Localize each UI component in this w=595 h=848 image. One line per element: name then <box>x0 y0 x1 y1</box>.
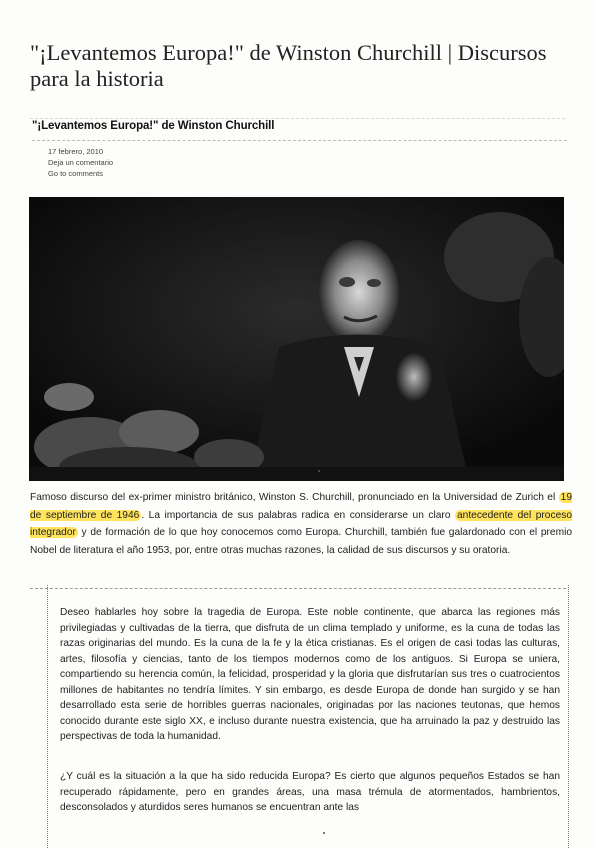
speech-paragraph-1: Deseo hablarles hoy sobre la tragedia de Europa. Este noble continente, que abarca las regiones más privilegiadas y cultivadas de la tierra, que disfruta de un clima templado y uniforme, es la cuna de todas las razas originarias del mundo. Es la cuna de la fe y la ética cristianas. Es el origen de casi todas las culturas, artes, filosofía y ciencias, tanto de los tiempos modernos como de los antiguos. Si Europa se uniera, compartiendo su herencia común, la felicidad, prosperidad y la gloria que disfrutarían sus tres o cuatrocientos millones de habitantes no tendría límites. Y sin embargo, es desde Europa de donde han surgido y se han desarrollado esta serie de horribles guerras nacionales, originadas por las naciones teutonas, que hemos conocido durante este siglo XX, e incluso durante nuestra existencia, que ha arruinado la paz y destruido las perspectivas de toda la humanidad. <box>60 607 560 742</box>
caption-text-1: Famoso discurso del ex-primer ministro británico, Winston S. Churchill, pronunciado en la Universidad de Zurich el <box>30 492 559 503</box>
speech-paragraph-2: ¿Y cuál es la situación a la que ha sido reducida Europa? Es cierto que algunos pequeños Estados se han recuperado rápidamente, pero en grandes áreas, una masa trémula de atormentados, hambrientos, desconsolados y aturdidos seres humanos se encuentran ante las <box>60 771 560 813</box>
post-date: 17 febrero, 2010 <box>48 147 104 156</box>
churchill-photo <box>29 197 564 481</box>
leave-comment-link[interactable]: Deja un comentario <box>48 158 114 167</box>
caption-text-2: . La importancia de sus palabras radica en considerarse un claro <box>141 509 456 521</box>
article-heading: "¡Levantemos Europa!" de Winston Churchill <box>32 120 275 132</box>
top-divider <box>30 118 565 119</box>
photo-caption <box>30 489 572 559</box>
heading-divider <box>32 140 567 141</box>
scan-speck <box>318 470 320 472</box>
caption-text-3: y de formación de lo que hoy conocemos como Europa. Churchill, también fue galardonado con el premio Nobel de literatura el año 1953, por, entre otras muchas razones, la calidad de sus discursos y su oratoria. <box>30 527 572 556</box>
page-title: "¡Levantemos Europa!" de Winston Churchill | Discursos para la historia <box>30 40 547 91</box>
highlighted-phrase: antecedente del proceso integrador <box>30 509 572 538</box>
go-to-comments-link[interactable]: Go to comments <box>48 169 104 178</box>
scan-speck <box>323 832 325 834</box>
highlighted-date: 19 de septiembre de 1946 <box>30 492 572 521</box>
